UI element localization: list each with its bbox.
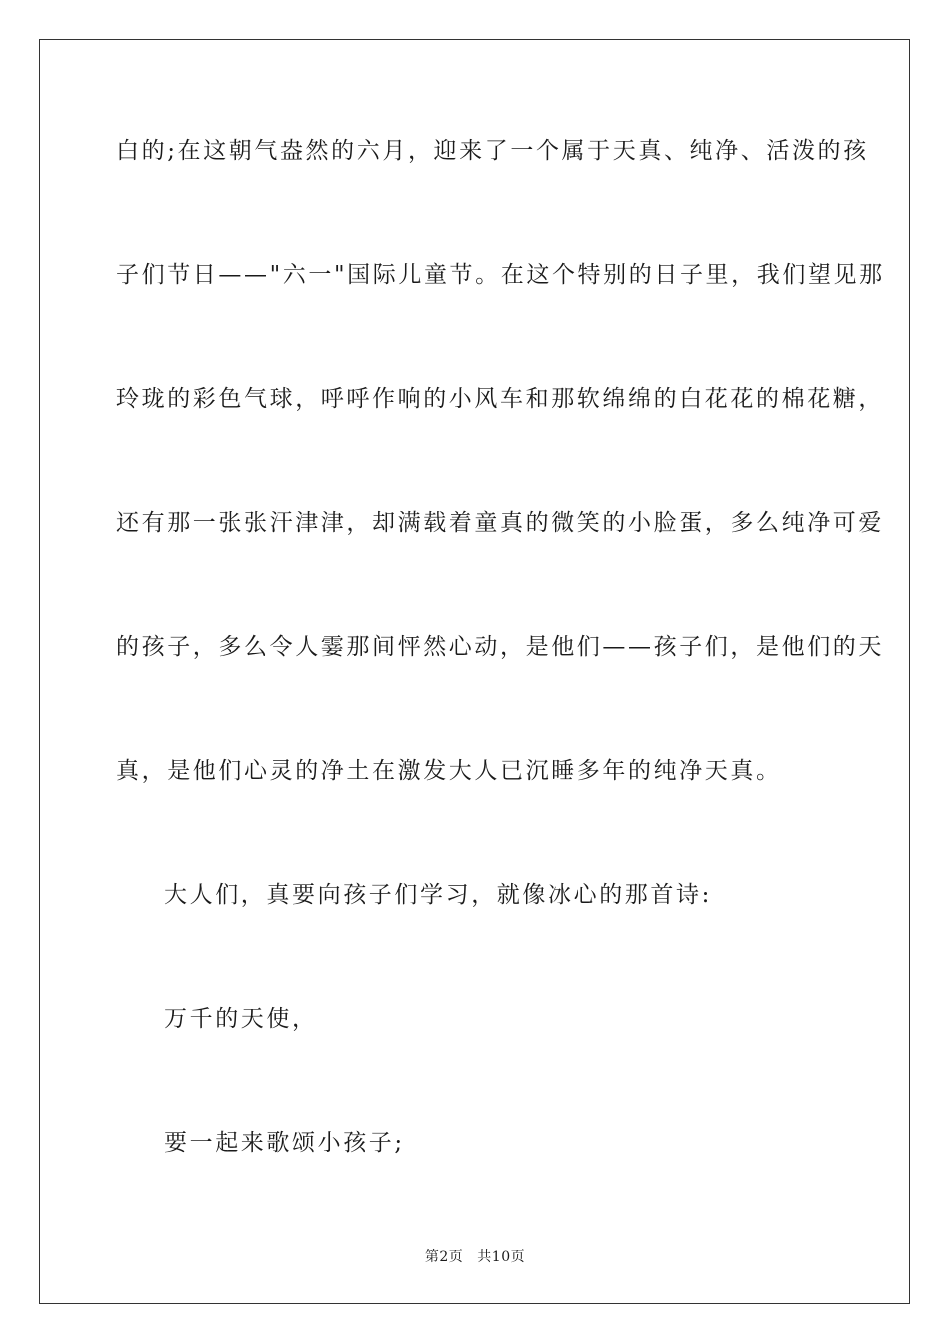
page-number: 第2页 [424, 1249, 464, 1265]
paragraph-line: 真，是他们心灵的净土在激发大人已沉睡多年的纯净天真。 [116, 758, 782, 784]
paragraph-line: 白的;在这朝气盎然的六月，迎来了一个属于天真、纯净、活泼的孩 [116, 138, 869, 164]
page-border [39, 39, 910, 1304]
poem-line: 万千的天使， [164, 1006, 318, 1032]
poem-line: 要一起来歌颂小孩子; [164, 1130, 405, 1156]
paragraph-line: 大人们，真要向孩子们学习，就像冰心的那首诗: [164, 882, 712, 908]
paragraph-line: 的孩子，多么令人霎那间怦然心动，是他们——孩子们，是他们的天 [116, 634, 884, 660]
page-footer [0, 1248, 950, 1266]
paragraph-line: 还有那一张张汗津津，却满载着童真的微笑的小脸蛋，多么纯净可爱 [116, 510, 884, 536]
page-total: 共10页 [477, 1249, 526, 1265]
paragraph-line: 玲珑的彩色气球，呼呼作响的小风车和那软绵绵的白花花的棉花糖， [116, 386, 884, 412]
paragraph-line: 子们节日——"六一"国际儿童节。在这个特别的日子里，我们望见那 [116, 262, 885, 288]
